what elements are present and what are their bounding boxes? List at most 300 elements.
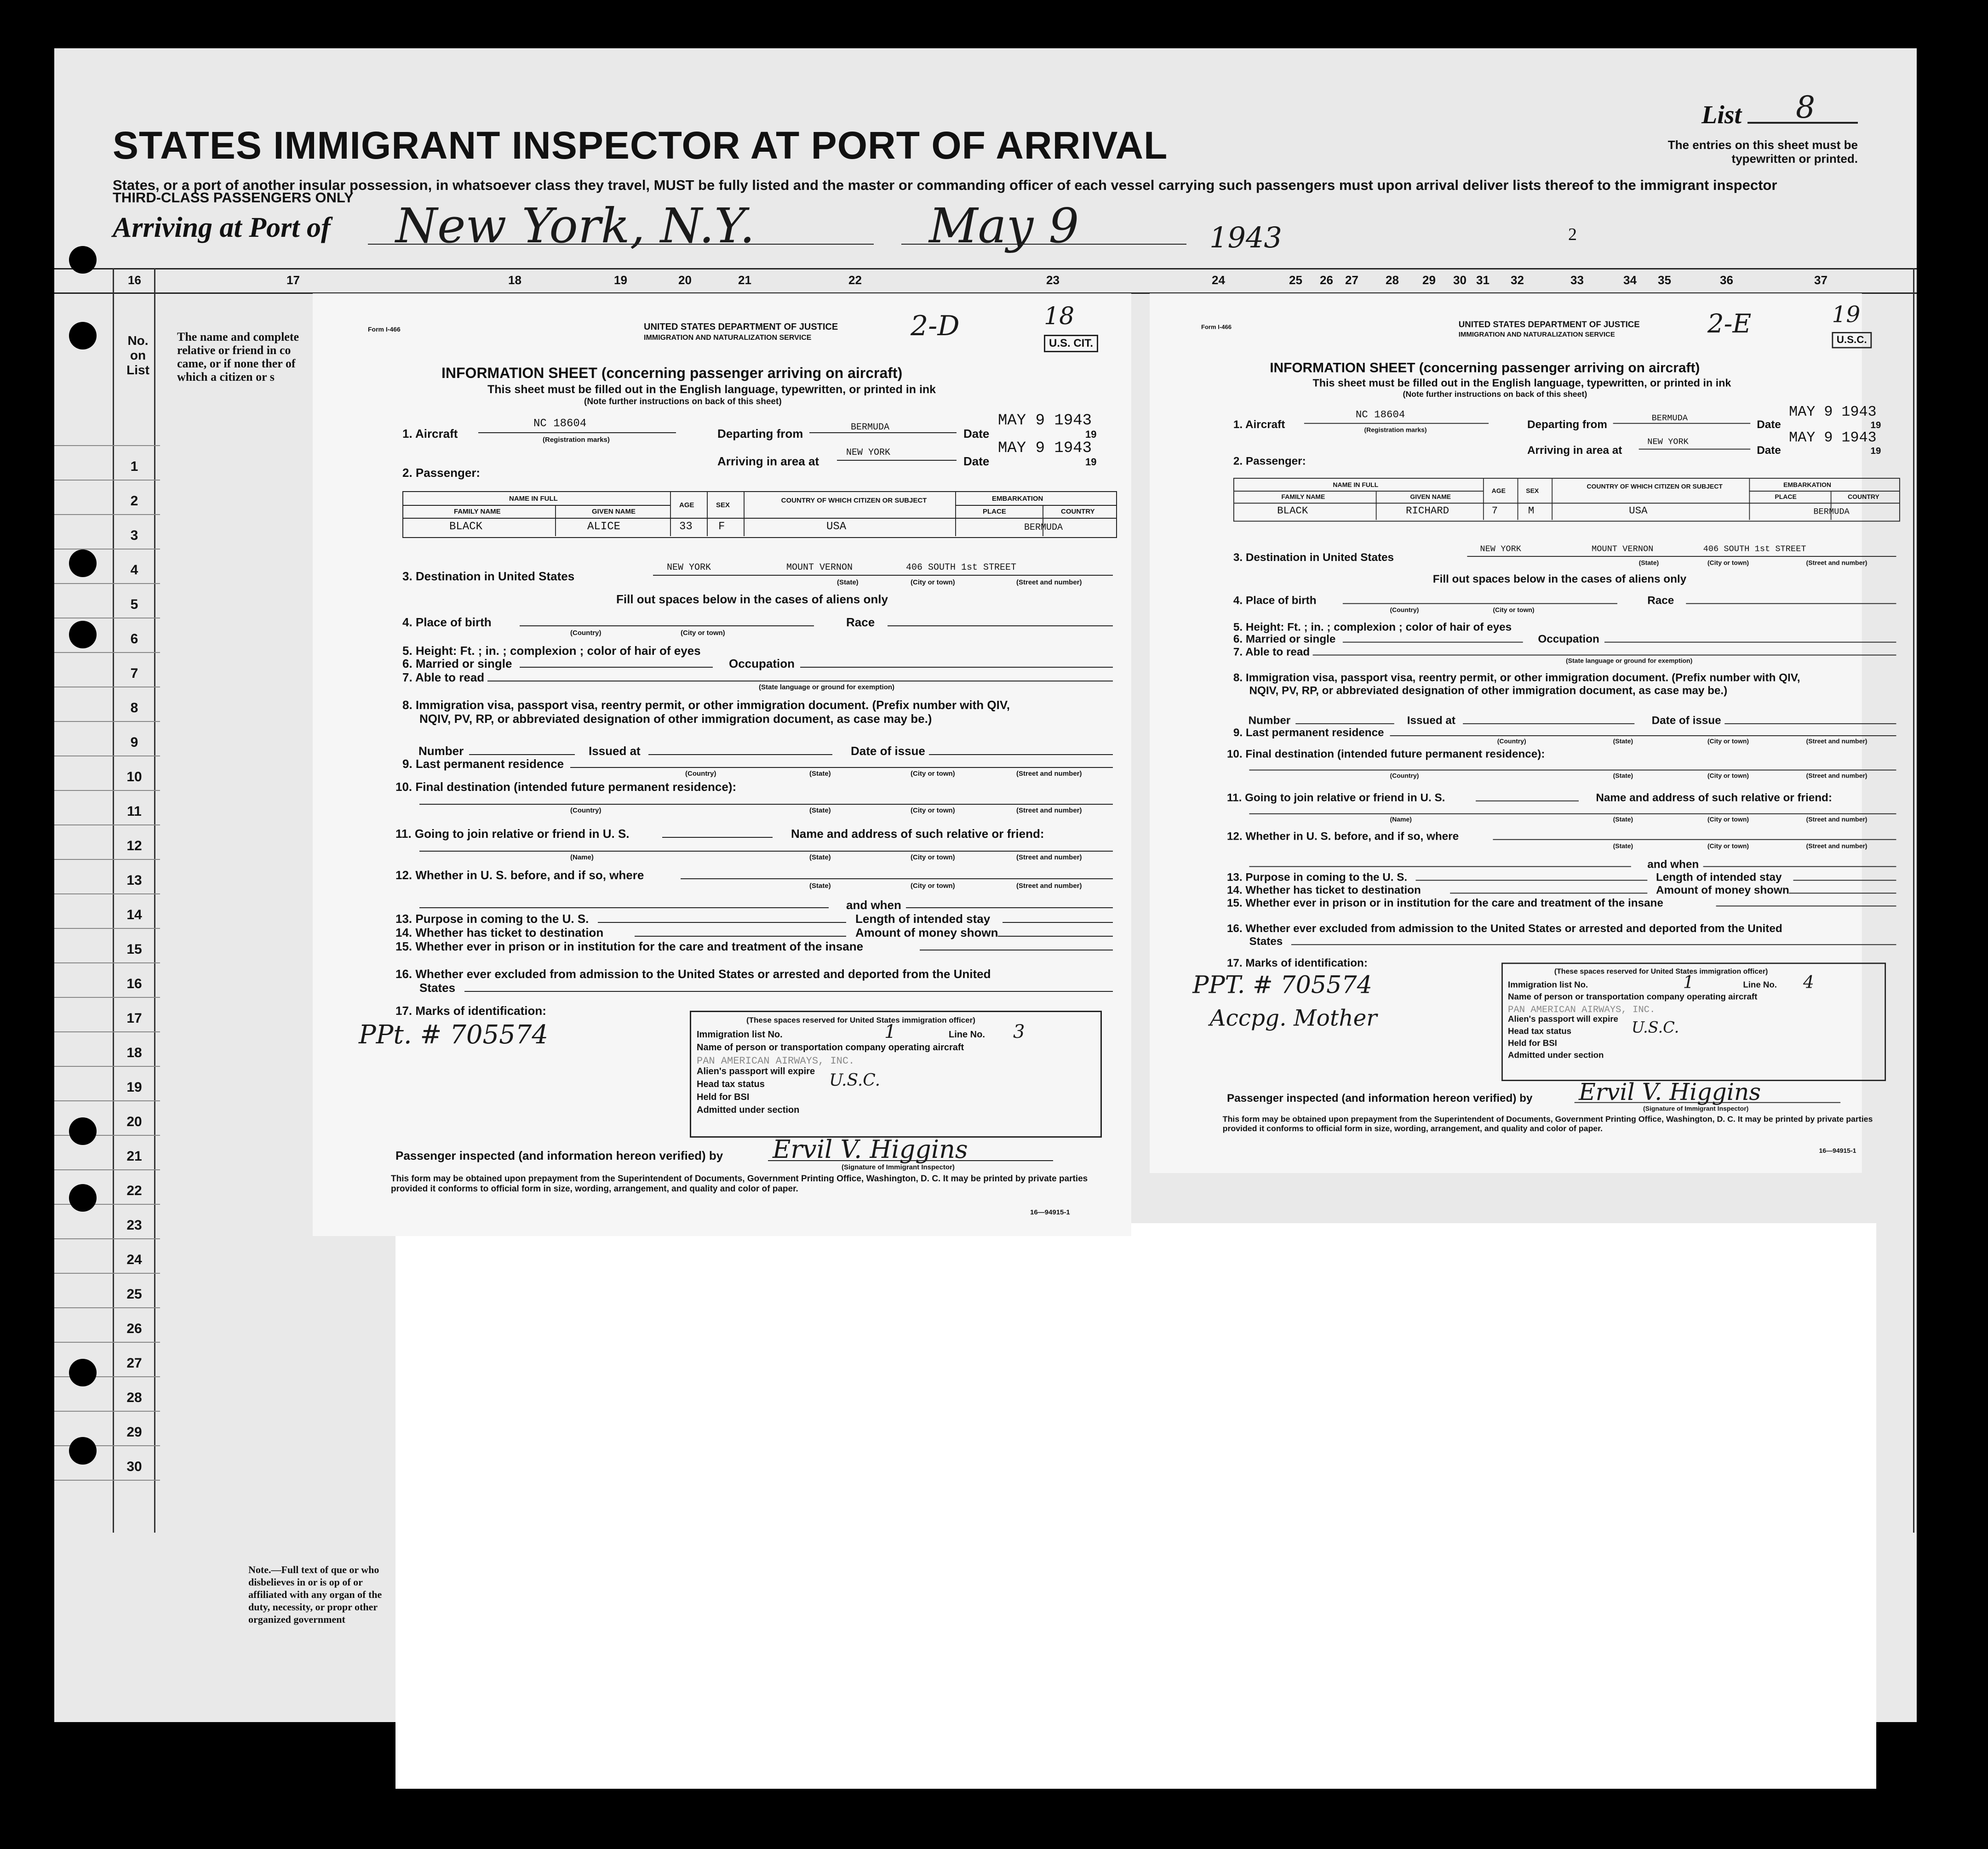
length-line	[1793, 880, 1896, 881]
final-destination-label: 10. Final destination (intended future permanent residence):	[1226, 747, 1545, 761]
arriving-label: Arriving at Port of	[113, 212, 331, 243]
row-number: 13	[126, 873, 142, 888]
form-instruction: This sheet must be filled out in the English language, typewritten, or printed in ink	[1312, 377, 1731, 389]
row-number: 29	[126, 1425, 142, 1440]
accompanying-handwritten: Accpg. Mother	[1209, 1005, 1377, 1031]
us-before-label: 12. Whether in U. S. before, and if so, where	[1226, 830, 1459, 843]
number-label: Number	[418, 744, 464, 758]
inspector-signature: Ervil V. Higgins	[773, 1135, 968, 1164]
relative-name-label: Name and address of such relative or friend:	[791, 827, 1044, 841]
column-number: 19	[614, 273, 627, 287]
occupation-line	[1604, 642, 1896, 643]
th-name-in-full: NAME IN FULL	[509, 495, 558, 503]
row-number: 6	[130, 631, 138, 647]
birth-line	[520, 625, 814, 626]
handwritten-number: 19	[1832, 302, 1861, 328]
officer-box-header: (These spaces reserved for United States immigration officer)	[1554, 967, 1768, 976]
given-name: RICHARD	[1406, 505, 1449, 517]
row-number: 4	[130, 562, 138, 578]
read-line	[1313, 655, 1896, 656]
married-line	[520, 667, 713, 668]
when-line	[1703, 866, 1896, 867]
citizen-of: USA	[1629, 505, 1648, 517]
list-number: 8	[1796, 90, 1815, 125]
departure-date: MAY 9 1943	[998, 412, 1092, 429]
column-number: 24	[1212, 273, 1225, 287]
ticket-label: 14. Whether has ticket to destination	[1226, 883, 1421, 896]
aircraft-value: NC 18604	[1355, 409, 1405, 421]
row-rule	[54, 1238, 160, 1239]
prison-line	[1716, 905, 1896, 906]
row-rule	[54, 549, 160, 550]
citizen-stamp: U.S. CIT.	[1044, 335, 1098, 352]
column-number: 32	[1511, 273, 1524, 287]
immigration-document-q2: NQIV, PV, RP, or abbreviated designation of other immigration document, as case may be.)	[419, 712, 932, 726]
row-rule	[54, 652, 160, 653]
race-line	[888, 625, 1113, 626]
page-number: 2	[1568, 225, 1577, 244]
country-label: (Country)	[570, 629, 602, 637]
row-number: 19	[126, 1080, 142, 1095]
th-country: COUNTRY	[1061, 508, 1095, 515]
th-given-name: GIVEN NAME	[592, 508, 636, 515]
inspected-label: Passenger inspected (and information hereon verified) by	[395, 1149, 723, 1162]
excluded-line	[464, 991, 1113, 992]
passenger-label: 2. Passenger:	[1233, 454, 1306, 467]
signature-line	[768, 1160, 1053, 1161]
excluded-line	[1291, 944, 1896, 945]
marks-label: 17. Marks of identification:	[395, 1004, 546, 1018]
place-of-birth-label: 4. Place of birth	[402, 615, 492, 629]
column-rule	[113, 268, 114, 1533]
row-number: 5	[130, 597, 138, 612]
state-label-3: (State)	[1613, 772, 1633, 780]
row-rule	[54, 824, 160, 825]
citizen-stamp: U.S.C.	[1832, 332, 1871, 348]
column-number: 26	[1320, 273, 1333, 287]
departing-label: Departing from	[717, 427, 803, 441]
blank-overlay-sheet	[395, 1223, 1876, 1789]
head-tax-value: U.S.C.	[1631, 1019, 1679, 1036]
line-no-value: 4	[1803, 972, 1814, 992]
length-stay-label: Length of intended stay	[1656, 870, 1782, 883]
column-rule	[154, 268, 155, 1533]
destination-label: 3. Destination in United States	[1233, 550, 1394, 564]
street-label-4: (Street and number)	[1016, 853, 1082, 861]
arriving-line	[837, 460, 957, 461]
column-number: 37	[1814, 273, 1828, 287]
row-number: 27	[126, 1356, 142, 1371]
state-label-5: (State)	[809, 882, 831, 890]
final-destination-label: 10. Final destination (intended future permanent residence):	[395, 780, 737, 794]
embarkation-place: BERMUDA	[1024, 522, 1063, 533]
row-number: 11	[127, 804, 142, 819]
column-number-row	[54, 268, 1917, 294]
form-number: Form I-466	[1201, 323, 1232, 331]
company-value: PAN AMERICAN AIRWAYS, INC.	[1508, 1004, 1656, 1015]
country-label-2: (Country)	[1497, 738, 1526, 745]
company-label: Name of person or transportation company operating aircraft	[1508, 992, 1758, 1002]
th-family-name: FAMILY NAME	[1281, 493, 1325, 501]
ticket-line	[635, 936, 846, 937]
relative-line	[1249, 813, 1896, 814]
excluded-label-2: States	[1249, 934, 1283, 948]
immigration-document-q2: NQIV, PV, RP, or abbreviated designation of other immigration document, as case may be.)	[1249, 684, 1728, 697]
departing-label: Departing from	[1527, 418, 1607, 431]
row-number: 12	[126, 838, 142, 853]
where-line	[419, 907, 829, 908]
join-line	[662, 837, 773, 838]
th-sex: SEX	[716, 501, 730, 509]
city-label-6: (City or town)	[911, 882, 955, 890]
race-label: Race	[1647, 594, 1674, 607]
th-country-citizen: COUNTRY OF WHICH CITIZEN OR SUBJECT	[781, 497, 927, 504]
money-label: Amount of money shown	[1656, 883, 1789, 896]
row-rule	[54, 962, 160, 963]
port-line	[368, 244, 874, 245]
column-number: 34	[1623, 273, 1637, 287]
row-rule	[54, 583, 160, 584]
city-label-6: (City or town)	[1707, 842, 1749, 850]
passenger-label: 2. Passenger:	[402, 466, 481, 480]
number-label: Number	[1248, 714, 1291, 727]
place-of-birth-label: 4. Place of birth	[1233, 594, 1317, 607]
issue-date-line	[929, 754, 1113, 755]
column-number: 21	[738, 273, 751, 287]
city-label-3: (City or town)	[911, 770, 955, 778]
line-no-value: 3	[1013, 1021, 1025, 1042]
destination-line	[653, 575, 1113, 576]
aircraft-value: NC 18604	[533, 418, 587, 430]
date-line	[901, 244, 1186, 245]
column-number: 18	[508, 273, 521, 287]
form-instruction-note: (Note further instructions on back of this sheet)	[584, 397, 782, 406]
row-rule	[54, 1169, 160, 1170]
head-tax-label: Head tax status	[697, 1079, 765, 1089]
purpose-line	[1415, 880, 1647, 881]
arrival-date: MAY 9 1943	[998, 440, 1092, 457]
list-no-label: Immigration list No.	[1508, 980, 1588, 990]
list-label: List	[1702, 101, 1742, 129]
held-bsi-label: Held for BSI	[697, 1092, 750, 1102]
column-rule	[1913, 268, 1914, 1533]
number-line	[469, 754, 575, 755]
column-number: 23	[1046, 273, 1060, 287]
admitted-label: Admitted under section	[697, 1105, 800, 1115]
row-number: 7	[130, 666, 138, 681]
binder-hole	[69, 1359, 97, 1386]
signature-line	[1575, 1102, 1840, 1103]
us-before-line	[681, 878, 1113, 879]
row-number: 16	[126, 976, 142, 991]
admitted-label: Admitted under section	[1508, 1050, 1604, 1060]
row-rule	[54, 1273, 160, 1274]
officer-box	[1501, 962, 1886, 1081]
street-label: (Street and number)	[1806, 559, 1868, 567]
street-label-3: (Street and number)	[1806, 772, 1868, 780]
column-number: 28	[1386, 273, 1399, 287]
date-handwritten: May 9	[929, 198, 1079, 254]
when-line	[906, 907, 1113, 908]
handwritten-code: 2-E	[1707, 309, 1752, 339]
form-instruction-note: (Note further instructions on back of this sheet)	[1403, 389, 1587, 399]
footer-code: 16—94915-1	[1030, 1208, 1070, 1216]
name-label: (Name)	[1390, 816, 1412, 824]
passport-expire-label: Alien's passport will expire	[697, 1066, 815, 1076]
aliens-note: Fill out spaces below in the cases of aliens only	[1432, 572, 1687, 585]
city-label: (City or town)	[911, 578, 955, 586]
line-no-label: Line No.	[1743, 980, 1777, 990]
aircraft-label: 1. Aircraft	[1233, 418, 1285, 431]
city-label-5: (City or town)	[1707, 816, 1749, 824]
registration-marks-label: (Registration marks)	[1364, 426, 1427, 434]
issue-date-line	[1724, 723, 1896, 724]
arriving-value: NEW YORK	[1647, 437, 1689, 447]
row-rule	[54, 997, 160, 998]
destination-state: NEW YORK	[1480, 544, 1521, 555]
th-given-name: GIVEN NAME	[1410, 493, 1451, 501]
embarkation-place: BERMUDA	[1813, 507, 1850, 517]
nineteen-label-2: 19	[1870, 445, 1881, 456]
row-number: 8	[130, 700, 138, 716]
th-place: PLACE	[983, 508, 1006, 515]
residence-line	[1390, 735, 1896, 736]
aircraft-label: 1. Aircraft	[402, 427, 458, 441]
list-line	[1747, 122, 1858, 124]
row-number: 17	[126, 1011, 142, 1026]
nineteen-label: 19	[1870, 419, 1881, 430]
aliens-note: Fill out spaces below in the cases of aliens only	[616, 592, 888, 606]
arriving-label: Arriving in area at	[1527, 443, 1622, 457]
issued-line	[648, 754, 832, 755]
street-label-2: (Street and number)	[1806, 738, 1868, 745]
purpose-label: 13. Purpose in coming to the U. S.	[1226, 870, 1408, 883]
street-label-5: (Street and number)	[1806, 842, 1868, 850]
passenger-table	[402, 491, 1117, 538]
city-label-2: (City or town)	[681, 629, 725, 637]
join-relative-label: 11. Going to join relative or friend in U. S.	[395, 827, 630, 841]
issued-at-label: Issued at	[589, 744, 641, 758]
arriving-label: Arriving in area at	[717, 454, 819, 468]
citizen-of: USA	[826, 521, 847, 533]
binder-hole	[69, 621, 97, 648]
city-label-5: (City or town)	[911, 853, 955, 861]
manifest-instructions: States, or a port of another insular possession, in whatsoever class they travel, MUST be fully listed and the master or commanding officer of each vessel carrying such passengers must upon arrival deliver lists thereof to the immigrant inspector	[113, 177, 1777, 193]
state-label-2: (State)	[809, 770, 831, 778]
th-place: PLACE	[1775, 493, 1797, 501]
company-value: PAN AMERICAN AIRWAYS, INC.	[697, 1055, 855, 1067]
city-label-3: (City or town)	[1707, 738, 1749, 745]
th-age: AGE	[679, 501, 694, 509]
row-number: 14	[126, 907, 142, 922]
immigration-document-q: 8. Immigration visa, passport visa, reentry permit, or other immigration document. (Prefix number with QIV,	[402, 698, 1010, 712]
list-no-value: 1	[884, 1021, 896, 1042]
country-label: (Country)	[1390, 607, 1419, 614]
married-label: 6. Married or single	[1233, 632, 1336, 646]
purpose-label: 13. Purpose in coming to the U. S.	[395, 912, 589, 926]
given-name: ALICE	[587, 521, 621, 533]
money-label: Amount of money shown	[855, 926, 998, 939]
row-number: 2	[130, 493, 138, 509]
marks-label: 17. Marks of identification:	[1226, 956, 1368, 969]
destination-city: MOUNT VERNON	[1591, 544, 1654, 555]
row-rule	[54, 1307, 160, 1308]
note-text: Note.—Full text of que or who disbelieves in or is op of or affiliated with any organ of the duty, necessity, or propr other organized government	[248, 1564, 382, 1625]
birth-line	[1343, 603, 1617, 604]
row-rule	[54, 1342, 160, 1343]
row-number: 25	[126, 1287, 142, 1302]
inspected-label: Passenger inspected (and information hereon verified) by	[1226, 1091, 1533, 1105]
row-number: 10	[126, 769, 142, 784]
manifest-title: STATES IMMIGRANT INSPECTOR AT PORT OF ARRIVAL	[113, 124, 1168, 167]
destination-city: MOUNT VERNON	[786, 562, 853, 573]
row-rule	[54, 1411, 160, 1412]
th-country: COUNTRY	[1847, 493, 1879, 501]
column-number: 20	[678, 273, 692, 287]
column-number: 27	[1345, 273, 1358, 287]
where-line	[1249, 866, 1631, 867]
row-number: 21	[126, 1149, 142, 1164]
row-number: 24	[126, 1252, 142, 1267]
column-number: 35	[1658, 273, 1671, 287]
and-when-label: and when	[1647, 857, 1699, 870]
able-to-read-label: 7. Able to read	[402, 670, 485, 684]
row-rule	[54, 1480, 160, 1481]
state-label-4: (State)	[809, 853, 831, 861]
state-label: (State)	[837, 578, 859, 586]
and-when-label: and when	[846, 898, 901, 912]
passenger-age: 33	[679, 521, 693, 533]
relative-line	[419, 851, 1113, 852]
column-number: 22	[848, 273, 862, 287]
aircraft-line	[1304, 423, 1489, 424]
city-label: (City or town)	[1707, 559, 1749, 567]
binder-hole	[69, 322, 97, 349]
no-on-list-header: No. on List	[126, 333, 149, 377]
race-label: Race	[846, 615, 875, 629]
length-stay-label: Length of intended stay	[855, 912, 991, 926]
service-name: IMMIGRATION AND NATURALIZATION SERVICE	[1458, 331, 1615, 338]
row-number: 26	[126, 1321, 142, 1336]
row-rule	[54, 928, 160, 929]
row-rule	[54, 790, 160, 791]
column-number: 33	[1570, 273, 1584, 287]
street-label-3: (Street and number)	[1016, 807, 1082, 814]
row-rule	[54, 1031, 160, 1032]
information-sheet-alice	[313, 293, 1131, 1236]
held-bsi-label: Held for BSI	[1508, 1038, 1557, 1048]
row-rule	[54, 893, 160, 894]
row-rule	[54, 859, 160, 860]
destination-street: 406 SOUTH 1st STREET	[1703, 544, 1806, 555]
state-label-2: (State)	[1613, 738, 1633, 745]
passenger-sex: M	[1528, 505, 1535, 517]
country-label-3: (Country)	[570, 807, 602, 814]
date-issue-label: Date of issue	[851, 744, 925, 758]
department-name: UNITED STATES DEPARTMENT OF JUSTICE	[644, 322, 838, 332]
able-to-read-label: 7. Able to read	[1233, 645, 1310, 658]
row-number: 22	[126, 1183, 142, 1198]
join-relative-label: 11. Going to join relative or friend in U. S.	[1226, 791, 1445, 804]
row-number: 3	[130, 528, 138, 543]
length-line	[1003, 922, 1113, 923]
th-age: AGE	[1491, 487, 1506, 495]
aircraft-line	[478, 432, 676, 433]
state-label: (State)	[1639, 559, 1659, 567]
passport-handwritten: PPt. # 705574	[359, 1020, 548, 1050]
row-rule	[54, 480, 160, 481]
row-rule	[54, 1066, 160, 1067]
read-note: (State language or ground for exemption)	[759, 683, 895, 691]
column-number: 36	[1720, 273, 1733, 287]
family-name: BLACK	[449, 521, 483, 533]
th-sex: SEX	[1526, 487, 1539, 495]
prison-label: 15. Whether ever in prison or in institution for the care and treatment of the insane	[1226, 896, 1663, 909]
head-tax-value: U.S.C.	[829, 1071, 881, 1090]
city-label-4: (City or town)	[911, 807, 955, 814]
binder-hole	[69, 1437, 97, 1465]
us-before-label: 12. Whether in U. S. before, and if so, where	[395, 868, 644, 882]
height-label: 5. Height: Ft. ; in. ; complexion ; color of hair of eyes	[1233, 620, 1512, 633]
column-number: 17	[286, 273, 300, 287]
nineteen-label: 19	[1085, 429, 1097, 440]
row-rule	[54, 514, 160, 515]
binder-hole	[69, 1184, 97, 1212]
departing-value: BERMUDA	[1651, 413, 1688, 424]
row-number: 15	[126, 942, 142, 957]
city-label-4: (City or town)	[1707, 772, 1749, 780]
th-country-citizen: COUNTRY OF WHICH CITIZEN OR SUBJECT	[1587, 483, 1723, 491]
form-title: INFORMATION SHEET (concerning passenger arriving on aircraft)	[1270, 360, 1700, 376]
form-number: Form I-466	[368, 326, 401, 333]
read-note: (State language or ground for exemption)	[1566, 657, 1693, 665]
department-name: UNITED STATES DEPARTMENT OF JUSTICE	[1458, 320, 1640, 330]
th-embarkation: EMBARKATION	[992, 495, 1043, 503]
signature-label: (Signature of Immigrant Inspector)	[1643, 1105, 1749, 1113]
row-number: 18	[126, 1045, 142, 1060]
final-destination-line	[1249, 770, 1896, 771]
officer-box	[690, 1011, 1102, 1138]
final-destination-line	[419, 804, 1113, 805]
height-label: 5. Height: Ft. ; in. ; complexion ; color of hair of eyes	[402, 644, 701, 658]
street-label: (Street and number)	[1016, 578, 1082, 586]
port-handwritten: New York, N.Y.	[395, 198, 755, 254]
arrival-date-label: Date	[1757, 443, 1781, 457]
handwritten-code: 2-D	[911, 310, 960, 342]
married-label: 6. Married or single	[402, 657, 512, 670]
arriving-line	[1639, 449, 1751, 450]
list-no-label: Immigration list No.	[697, 1030, 783, 1040]
destination-state: NEW YORK	[667, 562, 711, 573]
date-label: Date	[1757, 418, 1781, 431]
destination-street: 406 SOUTH 1st STREET	[906, 562, 1017, 573]
passenger-age: 7	[1491, 505, 1498, 517]
row-rule	[54, 721, 160, 722]
row-number: 20	[126, 1114, 142, 1129]
departing-value: BERMUDA	[851, 422, 890, 433]
date-issue-label: Date of issue	[1651, 714, 1721, 727]
state-label-3: (State)	[809, 807, 831, 814]
state-label-5: (State)	[1613, 842, 1633, 850]
occupation-label: Occupation	[729, 657, 795, 670]
prison-label: 15. Whether ever in prison or in institution for the care and treatment of the insane	[395, 939, 864, 953]
th-embarkation: EMBARKATION	[1783, 481, 1831, 489]
excluded-label: 16. Whether ever excluded from admission to the United States or arrested and deported from the United	[395, 967, 991, 981]
arrival-date-label: Date	[963, 454, 990, 468]
row-number: 23	[126, 1218, 142, 1233]
row-number: 28	[126, 1390, 142, 1405]
issued-at-label: Issued at	[1407, 714, 1455, 727]
